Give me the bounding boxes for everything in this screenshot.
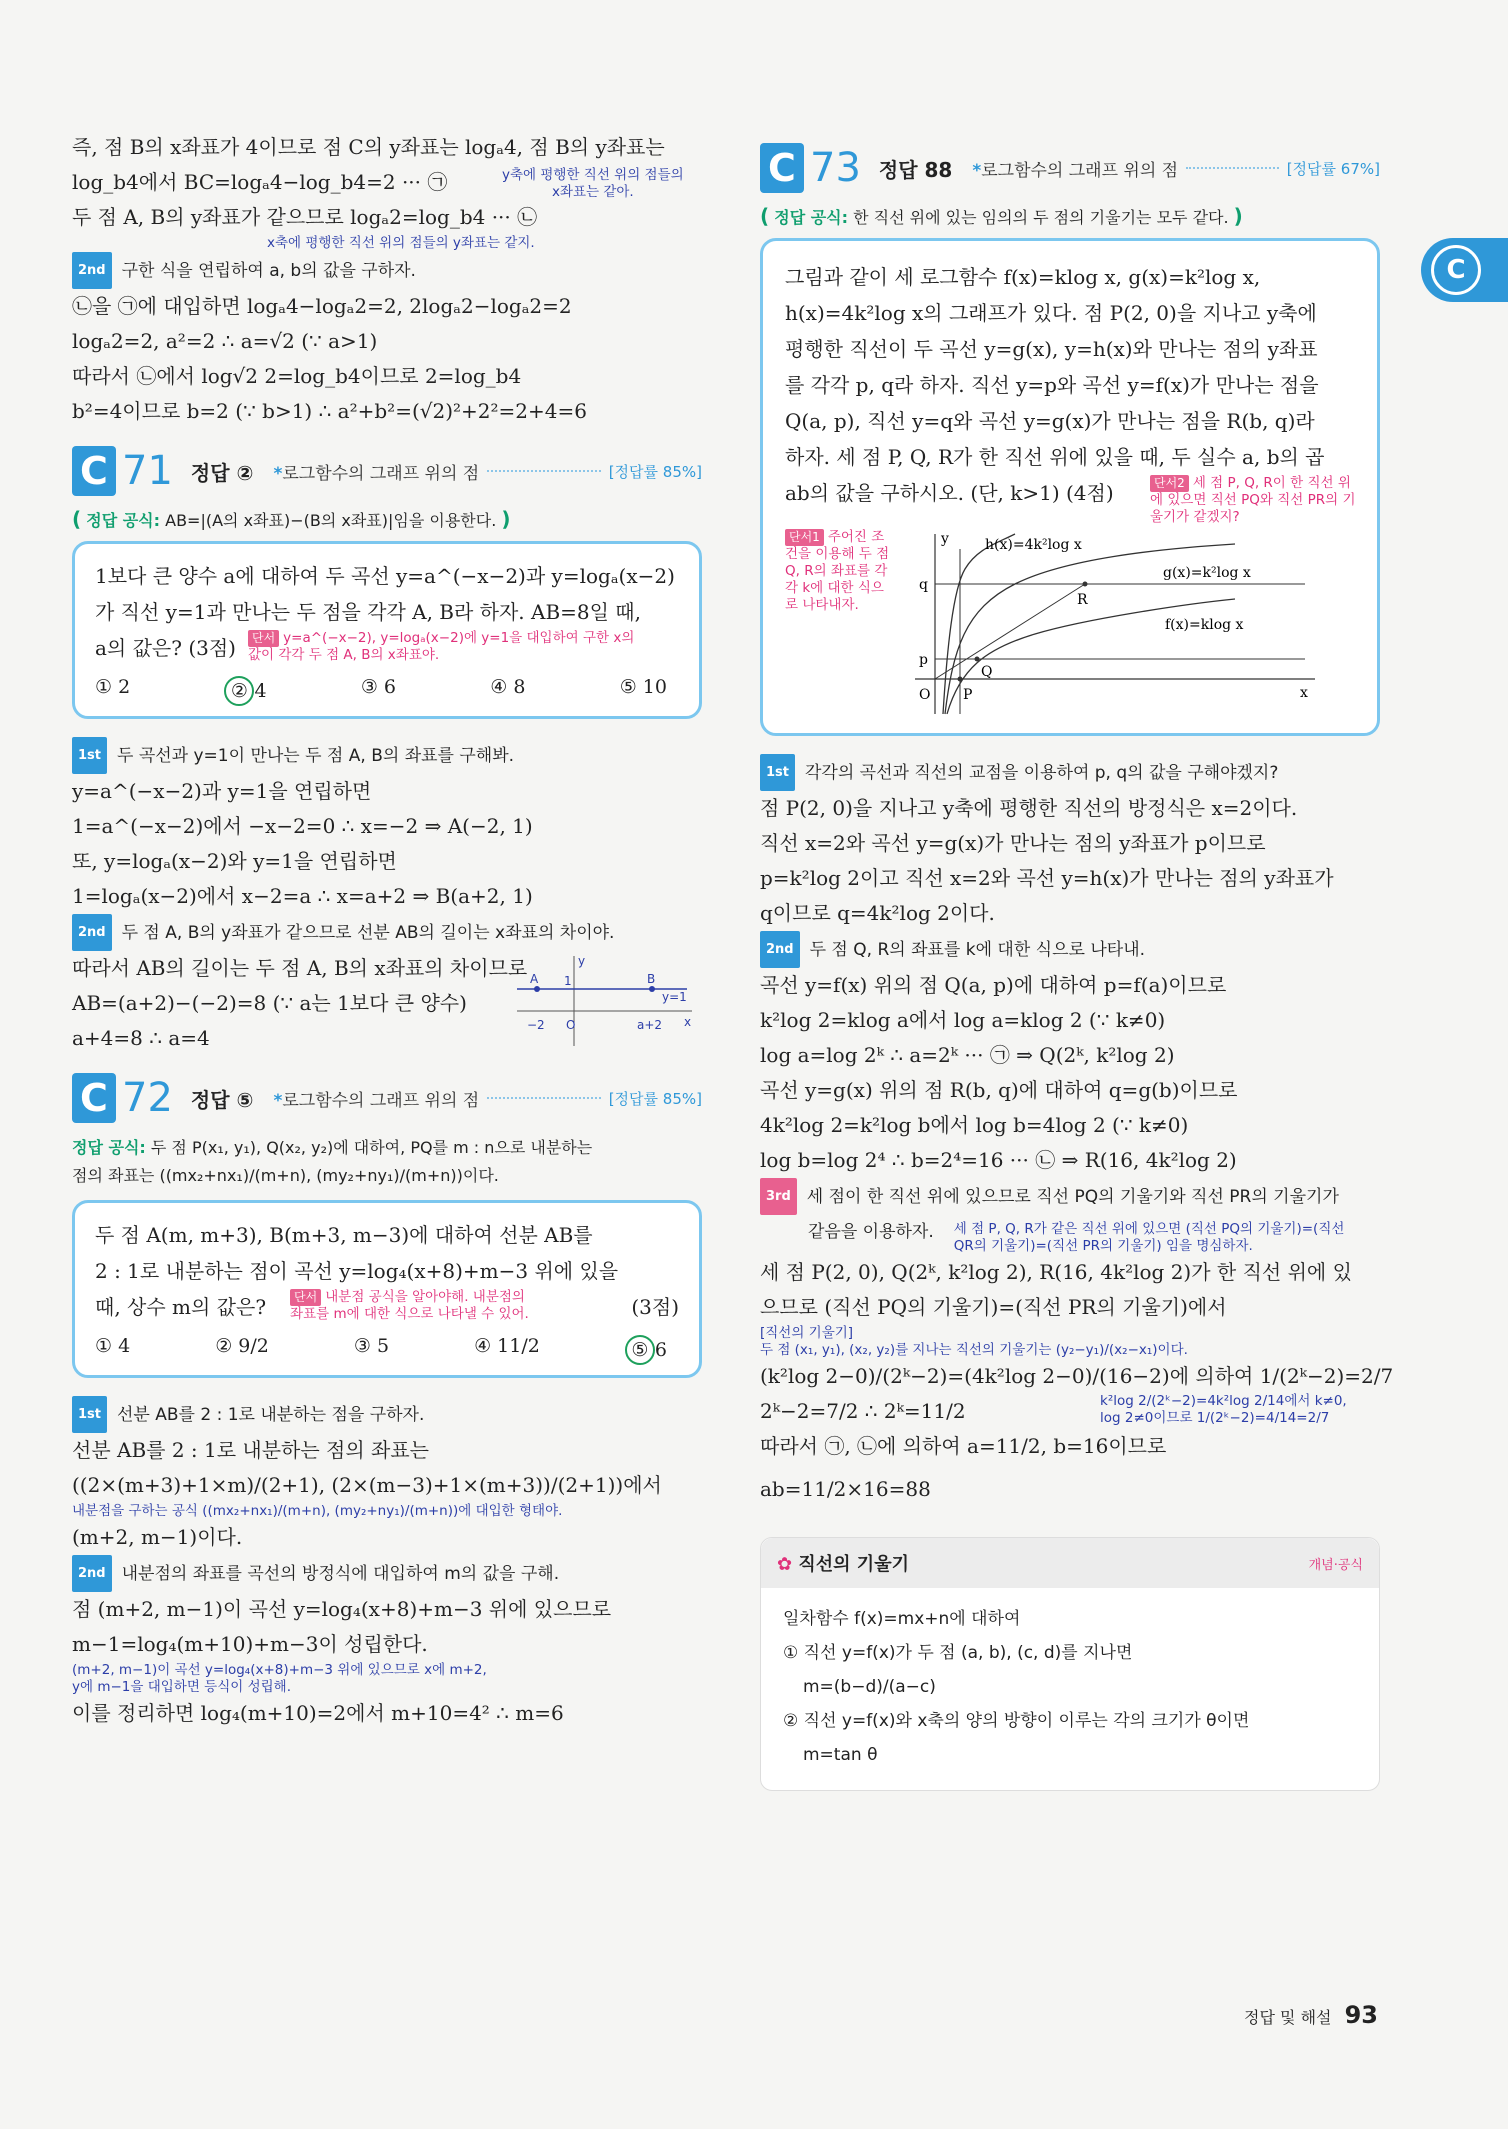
topic-star: * [273,463,283,484]
correct-rate: [정답률 85%] [608,1089,702,1108]
solution-line: a+4=8 ∴ a=4 [72,1026,210,1050]
solution-line: 이를 정리하면 log₄(m+10)=2에서 m+10=4² ∴ m=6 [72,1701,564,1725]
problem-badge: C [72,446,116,496]
step-tag: 1st [72,1396,107,1433]
top-note-1: y축에 평행한 직선 위의 점들의 [502,167,684,183]
mini-graph [512,951,702,1051]
concept-line: ② 직선 y=f(x)와 x축의 양의 방향이 이루는 각의 크기가 θ이면 [783,1711,1250,1731]
concept-line: 일차함수 f(x)=mx+n에 대하여 [783,1609,1021,1629]
correct-mark: ② [224,676,254,706]
problem-line: 2 : 1로 내분하는 점이 곡선 y=log₄(x+8)+m−3 위에 있을 [95,1259,619,1283]
mini-graph-label: y=1 [662,990,687,1004]
answer-formula: 정답 공식: 두 점 P(x₁, y₁), Q(x₂, y₂)에 대하여, PQ를 m : n으로 내분하는 점의 좌표는 ((mx₂+nx₁)/(m+n), (my₂+ny₁)/(m+n))이다. [72,1138,593,1185]
solution-line: 따라서 AB의 길이는 두 점 A, B의 x좌표의 차이므로 [72,956,528,980]
hint-text: 주어진 조건을 이용해 두 점 Q, R의 좌표를 각각 k에 대한 식으로 나타내자. [785,529,890,613]
points: (3점) [631,1295,679,1319]
section-tab [1421,238,1508,302]
mini-graph-label: y [578,954,586,968]
solution-line: 세 점 P(2, 0), Q(2ᵏ, k²log 2), R(16, 4k²log 2)가 한 직선 위에 있 [760,1260,1352,1284]
right-column [760,140,1394,1791]
choice-1[interactable]: ① 2 [95,676,131,698]
solution-line: k²log 2=klog a에서 log a=klog 2 (∵ k≠0) [760,1008,1166,1032]
hint-tag: 단서1 [785,529,824,546]
graph-label: h(x)=4k²log x [985,537,1082,553]
step-tag: 1st [760,754,795,791]
choice-2[interactable]: ② 4 [224,676,266,706]
problem-71-header [72,443,702,499]
mini-graph-label: 1 [564,974,572,988]
step-tag: 1st [72,737,107,774]
mini-graph-label: O [566,1018,576,1032]
left-column [72,130,702,1731]
solution-note: [직선의 기울기] [760,1325,854,1341]
solution-line: 점 P(2, 0)을 지나고 y축에 평행한 직선의 방정식은 x=2이다. [760,796,1298,820]
answer: 정답 ⑤ [190,1087,254,1112]
mini-graph-label: −2 [527,1018,545,1032]
problem-line: 를 각각 p, q라 하자. 직선 y=p와 곡선 y=f(x)가 만나는 점을 [785,373,1319,397]
problem-line: 하자. 세 점 P, Q, R가 한 직선 위에 있을 때, 두 실수 a, b의 곱 [785,445,1325,469]
topic: 로그함수의 그래프 위의 점 [282,1090,480,1111]
solution-line: 직선 x=2와 곡선 y=g(x)가 만나는 점의 y좌표가 p이므로 [760,831,1266,855]
page-footer [1244,2001,1378,2029]
answer: 정답 ② [190,460,254,485]
graph-label: Q [981,664,993,680]
solution-line: 1=logₐ(x−2)에서 x−2=a ∴ x=a+2 ⇒ B(a+2, 1) [72,884,533,908]
graph-label: g(x)=k²log x [1163,565,1251,581]
mini-graph-label: A [530,972,539,986]
solution-line: AB=(a+2)−(−2)=8 (∵ a는 1보다 큰 양수) [72,991,467,1015]
solution-line: 선분 AB를 2 : 1로 내분하는 점의 좌표는 [72,1438,429,1462]
solution-line: m−1=log₄(m+10)+m−3이 성립한다. [72,1632,428,1656]
choice-2[interactable]: ② 9/2 [215,1335,269,1357]
solution-line: 따라서 ㉠, ㉡에 의하여 a=11/2, b=16이므로 [760,1434,1167,1458]
problem-number: 73 [810,145,861,191]
hint-text: 내분점 공식을 알아야해. 내분점의 좌표를 m에 대한 식으로 나타낼 수 있어. [290,1289,529,1322]
problem-72-header [72,1070,702,1126]
step-tag: 2nd [72,914,112,951]
choice-1[interactable]: ① 4 [95,1335,131,1357]
problem-line: ab의 값을 구하시오. (단, k>1) (4점) [785,481,1114,505]
top-note-3: x축에 평행한 직선 위의 점들의 y좌표는 같지. [267,235,535,251]
hint-tag: 단서 [248,630,279,647]
correct-rate: [정답률 67%] [1286,159,1380,178]
hint-tag: 단서 [290,1289,321,1306]
top-line-2: log_b4에서 BC=logₐ4−log_b4=2 ··· ㉠ [72,170,448,194]
graph-label: O [919,687,931,703]
solution-note: 세 점 P, Q, R가 같은 직선 위에 있으면 (직선 PQ의 기울기)=(직선 QR의 기울기)=(직선 PR의 기울기) 임을 명심하자. [953,1221,1345,1254]
concept-box [760,1537,1380,1791]
work-line: b²=4이므로 b=2 (∵ b>1) ∴ a²+b²=(√2)²+2²=2+4=6 [72,399,587,423]
section-tab-label: C [1431,245,1481,295]
step-text: 같음을 이용하자. [808,1222,934,1242]
step-text: 두 곡선과 y=1이 만나는 두 점 A, B의 좌표를 구해봐. [117,746,515,766]
solution-line: 곡선 y=g(x) 위의 점 R(b, q)에 대하여 q=g(b)이므로 [760,1078,1238,1102]
mini-graph-label: B [647,972,656,986]
graph-label: p [919,652,928,668]
choices [95,676,679,706]
choice-4[interactable]: ④ 11/2 [474,1335,540,1357]
solution-note: 내분점을 구하는 공식 ((mx₂+nx₁)/(m+n), (my₂+ny₁)/(m+n))에 대입한 형태야. [72,1503,563,1519]
problem-73-header [760,140,1380,196]
concept-line: m=tan θ [803,1745,878,1765]
solution-line: 1=a^(−x−2)에서 −x−2=0 ∴ x=−2 ⇒ A(−2, 1) [72,814,533,838]
side-note: k²log 2/(2ᵏ−2)=4k²log 2/14에서 k≠0, [1100,1393,1347,1409]
choice-5[interactable]: ⑤ 6 [625,1335,667,1365]
problem-badge: C [72,1073,116,1123]
solution-line: q이므로 q=4k²log 2이다. [760,901,995,925]
correct-mark: ⑤ [625,1335,655,1365]
step-tag: 2nd [72,1555,112,1592]
graph-label: f(x)=klog x [1165,617,1244,633]
step-text: 내분점의 좌표를 곡선의 방정식에 대입하여 m의 값을 구해. [121,1564,560,1584]
step-text: 각각의 곡선과 직선의 교점을 이용하여 p, q의 값을 구해야겠지? [805,763,1279,783]
top-line-3: 두 점 A, B의 y좌표가 같으므로 logₐ2=log_b4 ··· ㉡ [72,205,538,229]
topic-star: * [972,160,982,181]
choice-4[interactable]: ④ 8 [490,676,526,698]
graph-label: P [963,687,973,703]
solution-line: y=a^(−x−2)과 y=1을 연립하면 [72,779,372,803]
problem-line: a의 값은? (3점) [95,636,236,660]
solution-line: ab=11/2×16=88 [760,1477,931,1501]
problem-71-box [72,541,702,719]
step-text: 두 점 Q, R의 좌표를 k에 대한 식으로 나타내. [809,940,1146,960]
solution-note: (m+2, m−1)이 곡선 y=log₄(x+8)+m−3 위에 있으므로 x에 m+2, y에 m−1을 대입하면 등식이 성립해. [72,1662,487,1695]
solution-note: 두 점 (x₁, y₁), (x₂, y₂)를 지나는 직선의 기울기는 (y₂−y₁)/(x₂−x₁)이다. [760,1342,1188,1358]
problem-73-box [760,238,1380,736]
solution-line: 으므로 (직선 PQ의 기울기)=(직선 PR의 기울기)에서 [760,1295,1227,1319]
problem-line: 평행한 직선이 두 곡선 y=g(x), y=h(x)와 만나는 점의 y좌표 [785,337,1318,361]
solution-line: 4k²log 2=k²log b에서 log b=4log 2 (∵ k≠0) [760,1113,1189,1137]
problem-line: h(x)=4k²log x의 그래프가 있다. 점 P(2, 0)을 지나고 y축에 [785,301,1317,325]
problem-line: 그림과 같이 세 로그함수 f(x)=klog x, g(x)=k²log x, [785,265,1261,289]
solution-line: 또, y=logₐ(x−2)와 y=1을 연립하면 [72,849,397,873]
problem-line: 가 직선 y=1과 만나는 두 점을 각각 A, B라 하자. AB=8일 때, [95,600,641,624]
answer-formula: ( 정답 공식: 한 직선 위에 있는 임의의 두 점의 기울기는 모두 같다. ) [760,204,1243,228]
choice-3[interactable]: ③ 5 [353,1335,390,1357]
solution-line: log a=log 2ᵏ ∴ a=2ᵏ ··· ㉠ ⇒ Q(2ᵏ, k²log 2) [760,1043,1175,1067]
step-tag: 2nd [760,931,800,968]
answer-formula: ( 정답 공식: AB=|(A의 x좌표)−(B의 x좌표)|임을 이용한다. ) [72,507,511,531]
problem-number: 71 [122,448,173,494]
step-text: 선분 AB를 2 : 1로 내분하는 점을 구하자. [117,1405,425,1425]
concept-title: 직선의 기울기 [798,1554,909,1575]
topic: 로그함수의 그래프 위의 점 [981,160,1179,181]
solution-line: 2ᵏ−2=7/2 ∴ 2ᵏ=11/2 [760,1399,966,1423]
problem-line: Q(a, p), 직선 y=q와 곡선 y=g(x)가 만나는 점을 R(b, q)라 [785,409,1315,433]
footer-label: 정답 및 해설 [1244,2008,1332,2027]
problem-number: 72 [122,1075,173,1121]
side-note: log 2≠0이므로 1/(2ᵏ−2)=4/14=2/7 [1100,1410,1330,1426]
hint-text: 세 점 P, Q, R이 한 직선 위에 있으면 직선 PQ와 직선 PR의 기울기가 같겠지? [1150,475,1356,525]
solution-line: 곡선 y=f(x) 위의 점 Q(a, p)에 대하여 p=f(a)이므로 [760,973,1227,997]
solution-line: ((2×(m+3)+1×m)/(2+1), (2×(m−3)+1×(m+3))/(2+1))에서 [72,1473,662,1497]
step-tag: 3rd [760,1178,797,1215]
answer: 정답 88 [878,157,953,182]
problem-72-box [72,1200,702,1378]
problem-badge: C [760,143,804,193]
step-text: 세 점이 한 직선 위에 있으므로 직선 PQ의 기울기와 직선 PR의 기울기가 [806,1187,1339,1207]
topic: 로그함수의 그래프 위의 점 [282,463,480,484]
work-line: logₐ2=2, a²=2 ∴ a=√2 (∵ a>1) [72,329,378,353]
correct-rate: [정답률 85%] [608,462,702,481]
solution-line: (m+2, m−1)이다. [72,1525,243,1549]
concept-line: m=(b−d)/(a−c) [803,1677,936,1697]
solution-line: p=k²log 2이고 직선 x=2와 곡선 y=h(x)가 만나는 점의 y좌표가 [760,866,1334,890]
hint-text: y=a^(−x−2), y=logₐ(x−2)에 y=1을 대입하여 구한 x의 값이 각각 두 점 A, B의 x좌표야. [247,630,635,663]
choice-3[interactable]: ③ 6 [360,676,396,698]
step-tag: 2nd [72,252,112,289]
concept-line: ① 직선 y=f(x)가 두 점 (a, b), (c, d)를 지나면 [783,1643,1133,1663]
top-line-1: 즉, 점 B의 x좌표가 4이므로 점 C의 y좌표는 logₐ4, 점 B의 y좌표는 [72,135,665,159]
mini-graph-label: x [684,1015,692,1029]
flower-icon: ✿ [777,1554,793,1575]
step-text: 두 점 A, B의 y좌표가 같으므로 선분 AB의 길이는 x좌표의 차이야. [121,923,615,943]
hint-tag: 단서2 [1150,475,1189,492]
solution-line: log b=log 2⁴ ∴ b=2⁴=16 ··· ㉡ ⇒ R(16, 4k²log 2) [760,1148,1237,1172]
graph-label: q [919,577,928,593]
work-line: 따라서 ㉡에서 log√2 2=log_b4이므로 2=log_b4 [72,364,522,388]
mini-graph-label: a+2 [637,1018,663,1032]
graph-label: x [1300,685,1308,701]
solution-line: 점 (m+2, m−1)이 곡선 y=log₄(x+8)+m−3 위에 있으므로 [72,1597,612,1621]
graph-label: R [1077,592,1088,608]
choice-5[interactable]: ⑤ 10 [619,676,667,698]
concept-kind: 개념·공식 [1308,1557,1363,1573]
solution-line: (k²log 2−0)/(2ᵏ−2)=(4k²log 2−0)/(16−2)에 의하여 1/(2ᵏ−2)=2/7 [760,1364,1394,1388]
log-graph [905,529,1325,719]
problem-line: 1보다 큰 양수 a에 대하여 두 곡선 y=a^(−x−2)과 y=logₐ(x−2) [95,564,675,588]
problem-line: 때, 상수 m의 값은? [95,1295,267,1319]
choices [95,1335,679,1365]
problem-line: 두 점 A(m, m+3), B(m+3, m−3)에 대하여 선분 AB를 [95,1223,593,1247]
page-number: 93 [1344,2001,1378,2029]
topic-star: * [273,1090,283,1111]
graph-label: y [941,531,949,547]
top-note-2: x좌표는 같아. [551,184,634,200]
step-text: 구한 식을 연립하여 a, b의 값을 구하자. [121,261,416,281]
work-line: ㉡을 ㉠에 대입하면 logₐ4−logₐ2=2, 2logₐ2−logₐ2=2 [72,294,572,318]
